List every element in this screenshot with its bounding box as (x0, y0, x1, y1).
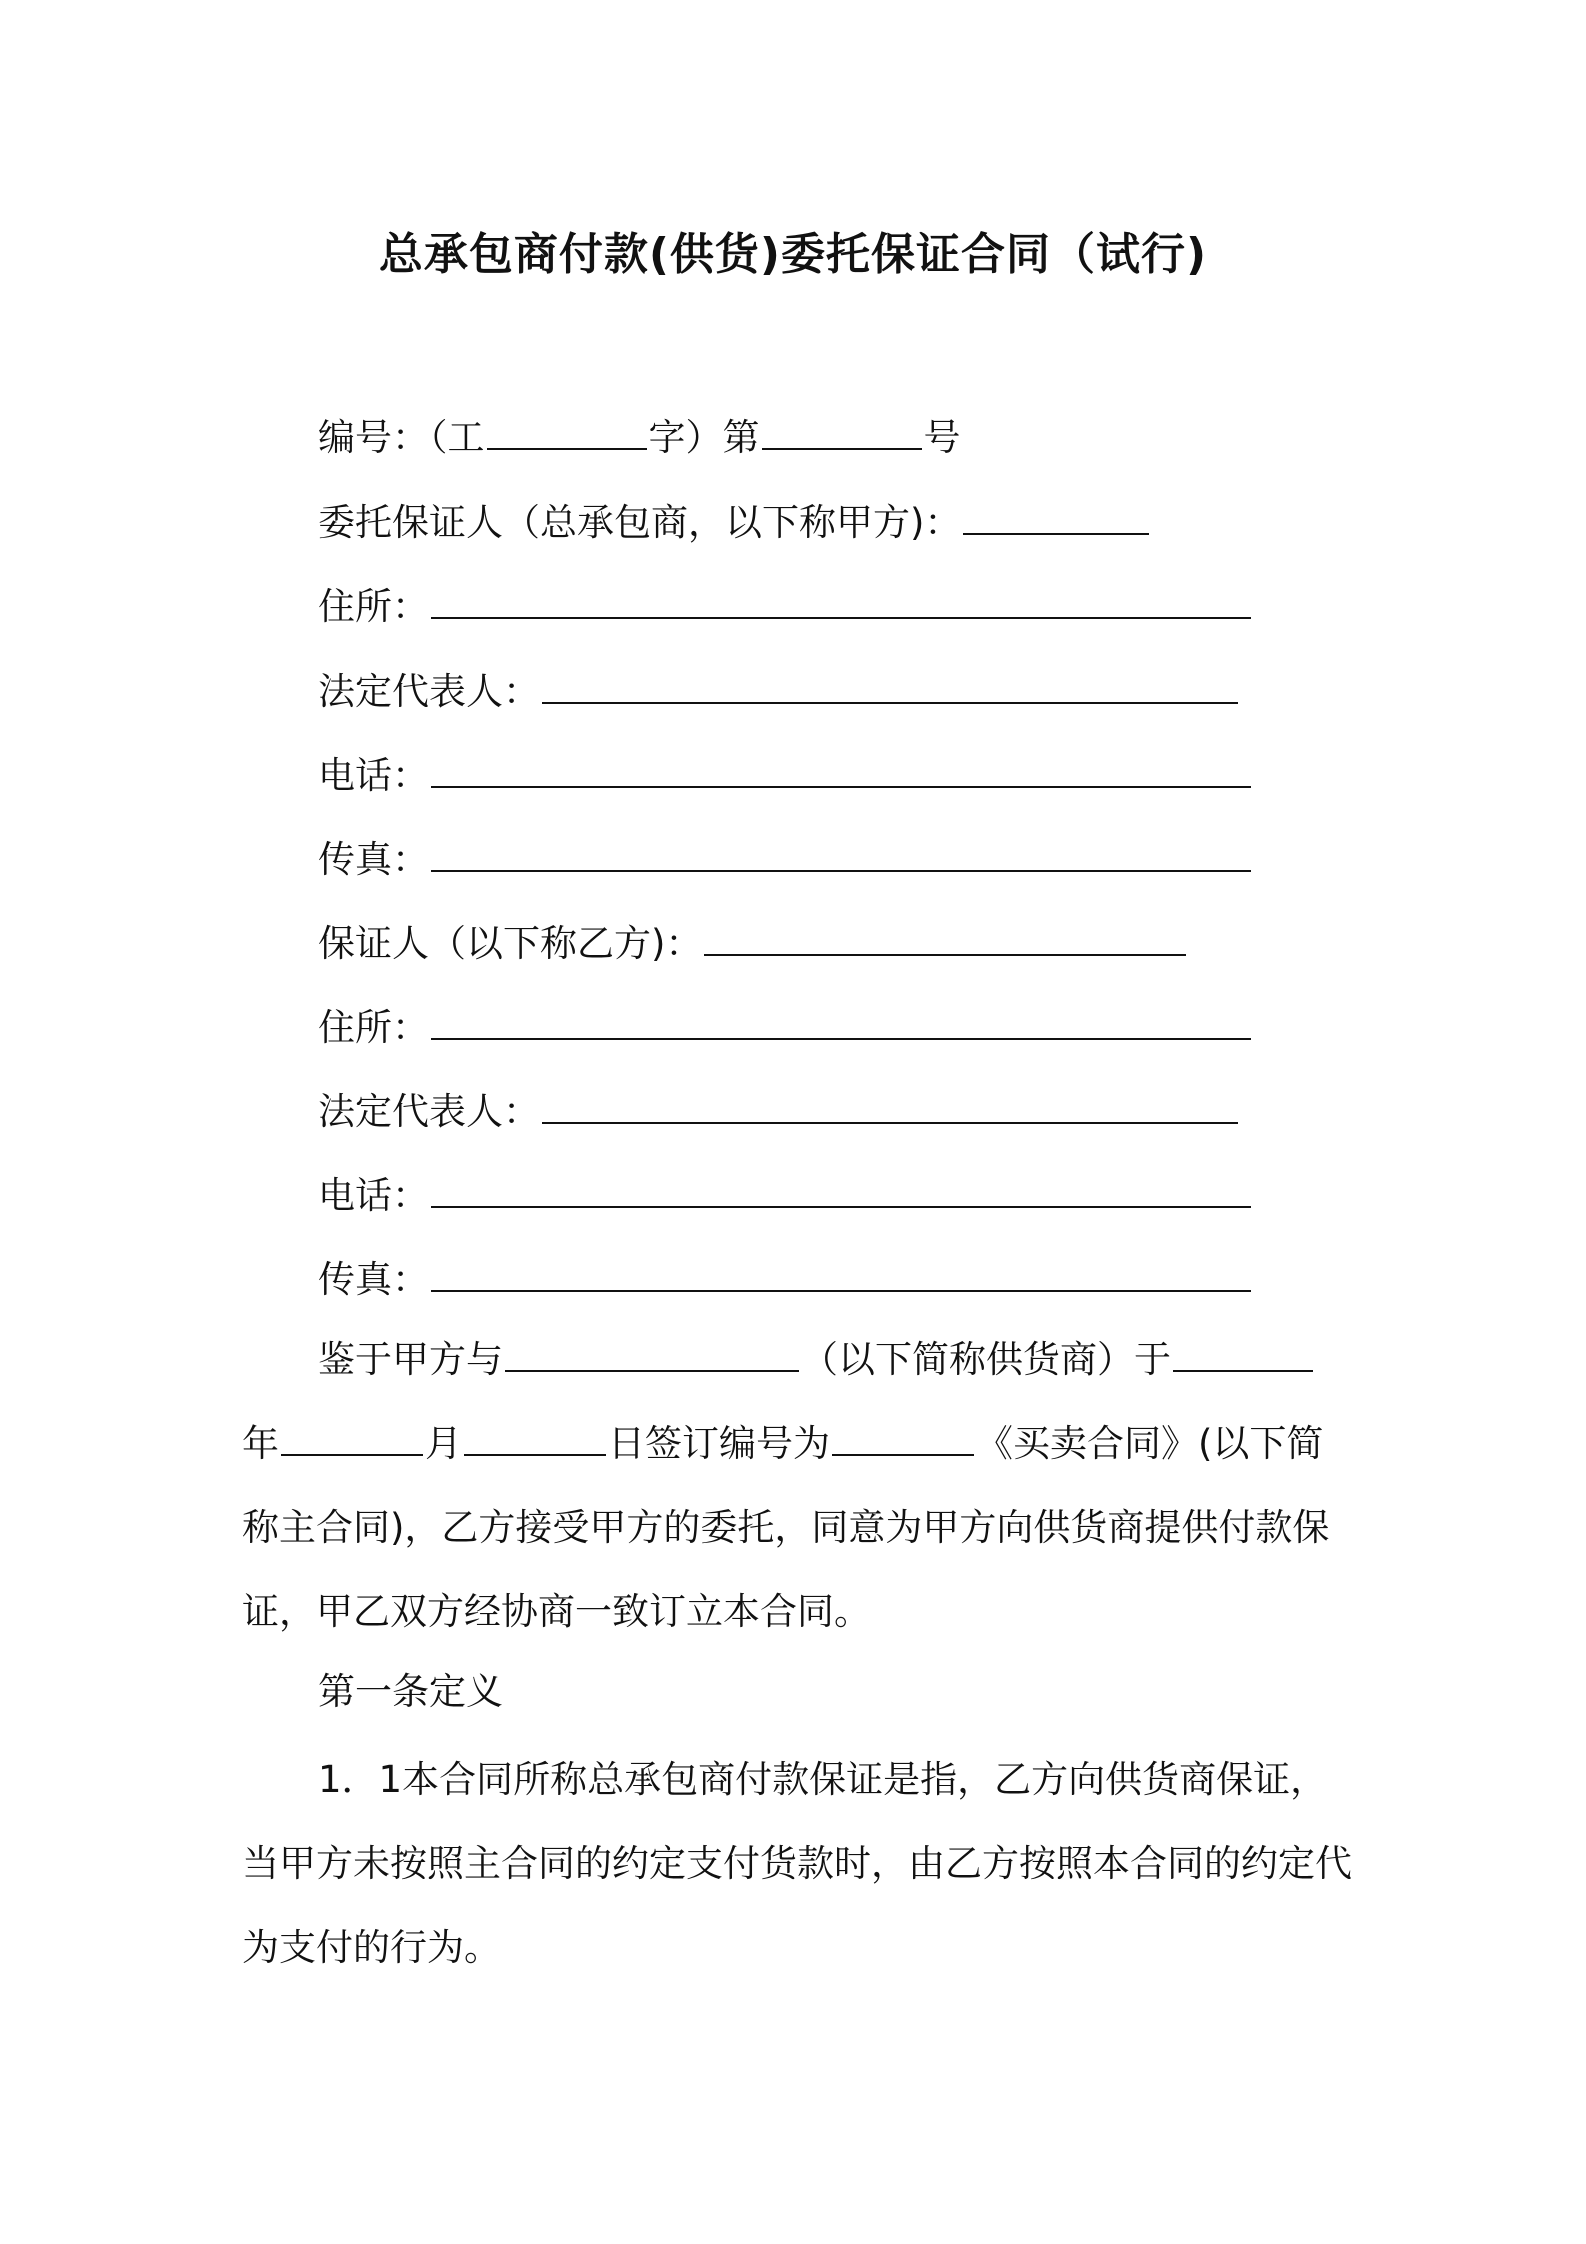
number-mid: 字）第 (648, 416, 760, 459)
month-blank[interactable] (281, 1420, 423, 1456)
party-a-heading-line (318, 497, 1151, 547)
contract-no-blank[interactable] (832, 1420, 974, 1456)
party-b-phone-blank[interactable] (431, 1170, 1251, 1208)
party-a-fax-blank[interactable] (431, 834, 1251, 872)
party-a-fax-label: 传真： (318, 838, 429, 881)
party-b-heading: 保证人（以下称乙方)： (318, 922, 703, 965)
party-b-legal-rep-label: 法定代表人： (318, 1090, 540, 1133)
section-1-heading: 第一条定义 (318, 1670, 503, 1713)
preamble-line-4: 证，甲乙双方经协商一致订立本合同。 (242, 1590, 871, 1633)
preamble-text: 《买卖合同》(以下简 (976, 1422, 1324, 1465)
party-b-phone-line (318, 1170, 1253, 1220)
party-a-phone-line (318, 750, 1253, 800)
document-title: 总承包商付款(供货)委托保证合同（试行) (378, 229, 1208, 280)
party-a-address-label: 住所： (318, 585, 429, 628)
contract-number-line (318, 412, 961, 462)
party-b-legal-rep-line (318, 1086, 1240, 1136)
section-1-line-3: 为支付的行为。 (242, 1926, 501, 1969)
section-1-line-2: 当甲方未按照主合同的约定支付货款时，由乙方按照本合同的约定代 (242, 1842, 1352, 1885)
party-a-legal-rep-blank[interactable] (542, 666, 1238, 704)
preamble-text: 年 (242, 1422, 279, 1465)
preamble-text: 月 (425, 1422, 462, 1465)
preamble-text: （以下简称供货商）于 (801, 1338, 1171, 1381)
party-b-phone-label: 电话： (318, 1174, 429, 1217)
party-a-heading: 委托保证人（总承包商，以下称甲方)： (318, 501, 962, 544)
preamble-line-1 (242, 1318, 1354, 1402)
supplier-blank[interactable] (505, 1336, 799, 1372)
party-b-heading-line (318, 918, 1188, 968)
preamble-paragraph (242, 1318, 1354, 1654)
preamble-text: 鉴于甲方与 (318, 1338, 503, 1381)
party-b-legal-rep-blank[interactable] (542, 1086, 1238, 1124)
preamble-text: 日签订编号为 (608, 1422, 830, 1465)
party-b-address-line (318, 1002, 1253, 1052)
section-1-line-1: 1．1本合同所称总承包商付款保证是指，乙方向供货商保证， (318, 1758, 1328, 1801)
party-a-phone-blank[interactable] (431, 750, 1251, 788)
party-a-phone-label: 电话： (318, 754, 429, 797)
preamble-line-2 (242, 1402, 1354, 1486)
party-a-address-blank[interactable] (431, 581, 1251, 619)
party-a-name-blank[interactable] (963, 497, 1149, 535)
preamble-line-3: 称主合同)，乙方接受甲方的委托，同意为甲方向供货商提供付款保 (242, 1506, 1330, 1549)
year-blank[interactable] (1173, 1336, 1313, 1372)
party-b-address-label: 住所： (318, 1006, 429, 1049)
party-b-fax-label: 传真： (318, 1258, 429, 1301)
section-1-paragraph (242, 1738, 1354, 1990)
party-a-fax-line (318, 834, 1253, 884)
day-blank[interactable] (464, 1420, 606, 1456)
party-b-fax-line (318, 1254, 1253, 1304)
number-blank-1[interactable] (487, 412, 647, 450)
party-b-name-blank[interactable] (704, 918, 1186, 956)
party-a-legal-rep-line (318, 666, 1240, 716)
number-blank-2[interactable] (762, 412, 922, 450)
party-b-address-blank[interactable] (431, 1002, 1251, 1040)
party-b-fax-blank[interactable] (431, 1254, 1251, 1292)
number-suffix: 号 (923, 416, 961, 459)
party-a-address-line (318, 581, 1253, 631)
number-prefix: 编号：（工 (318, 416, 485, 459)
party-a-legal-rep-label: 法定代表人： (318, 670, 540, 713)
